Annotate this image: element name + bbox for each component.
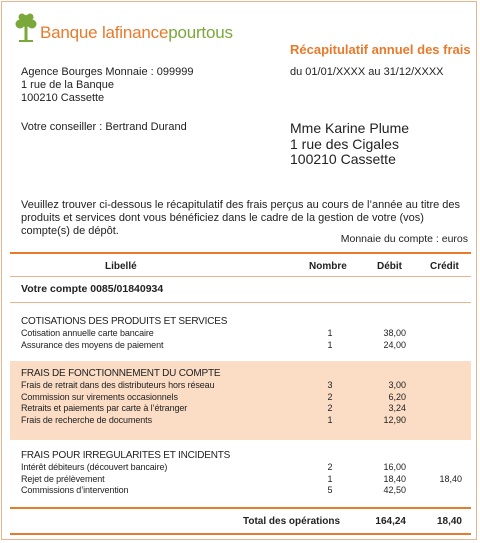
fee-count: 1 xyxy=(327,414,333,425)
fee-row xyxy=(0,403,480,415)
bank-logo xyxy=(14,12,233,44)
agency-address xyxy=(21,66,193,105)
total-label: Total des opérations xyxy=(243,516,341,527)
fee-label: Frais de retrait dans des distributeurs hors réseau xyxy=(21,380,215,390)
fee-count: 1 xyxy=(327,328,333,338)
fee-count: 3 xyxy=(327,380,333,390)
fee-count: 2 xyxy=(327,462,333,472)
fee-label: Commissions d’intervention xyxy=(21,485,129,495)
account-currency: Monnaie du compte : euros xyxy=(340,233,468,245)
client-name: Mme Karine Plume xyxy=(290,120,410,136)
fee-label: Retraits et paiements par carte à l’étranger xyxy=(21,403,188,413)
fee-debit: 3,00 xyxy=(388,380,406,390)
statement-period: du 01/01/XXXX au 31/12/XXXX xyxy=(290,66,444,78)
fee-count: 2 xyxy=(327,403,333,413)
column-header-credit: Crédit xyxy=(430,261,459,272)
table-top-rule xyxy=(10,252,471,254)
fee-debit: 3,24 xyxy=(388,403,406,413)
tree-icon xyxy=(14,12,38,44)
fee-label: Commission sur virements occasionnels xyxy=(21,391,178,402)
total-top-rule xyxy=(10,507,471,509)
bank-wordmark xyxy=(40,24,233,41)
fee-debit: 16,00 xyxy=(383,462,406,472)
total-bottom-rule xyxy=(10,533,471,535)
section-title: COTISATIONS DES PRODUITS ET SERVICES xyxy=(21,316,228,327)
fee-label: Frais de recherche de documents xyxy=(21,414,152,425)
fee-row xyxy=(0,340,480,352)
fee-row xyxy=(0,462,480,474)
fee-row xyxy=(0,392,480,404)
client-address xyxy=(290,121,409,168)
fee-label: Intérêt débiteurs (découvert bancaire) xyxy=(21,462,168,472)
client-street: 1 rue des Cigales xyxy=(290,135,399,152)
fee-row xyxy=(0,415,480,427)
brand-part-2: pourtous xyxy=(168,23,233,42)
fee-label: Rejet de prélèvement xyxy=(21,473,105,484)
total-debit: 164,24 xyxy=(375,516,406,527)
fee-row xyxy=(0,474,480,486)
fee-debit: 12,90 xyxy=(383,414,406,425)
fee-row xyxy=(0,485,480,497)
brand-part-1: lafinance xyxy=(101,23,169,42)
client-city: 100210 Cassette xyxy=(290,151,396,167)
fee-debit: 42,50 xyxy=(383,485,406,495)
section-title: FRAIS POUR IRREGULARITES ET INCIDENTS xyxy=(21,450,231,461)
fee-row xyxy=(0,328,480,340)
header-divider xyxy=(10,276,471,277)
column-header-debit: Débit xyxy=(377,261,402,272)
fee-debit: 6,20 xyxy=(388,391,406,402)
fee-debit: 24,00 xyxy=(383,339,406,350)
agency-name: Agence Bourges Monnaie : 099999 xyxy=(21,66,194,78)
agency-street: 1 rue de la Banque xyxy=(21,79,114,91)
advisor-line: Votre conseiller : Bertrand Durand xyxy=(21,121,187,133)
column-header-label: Libellé xyxy=(105,261,137,272)
intro-paragraph: Veuillez trouver ci-dessous le récapitulatif des frais perçus au cours de l’année au titre des produits et services dont vous bénéficiez dans le cadre de la gestion de votre (vos) compte(s) de dépôt. xyxy=(21,199,461,237)
document-title: Récapitulatif annuel des frais xyxy=(290,42,471,57)
fee-label: Assurance des moyens de paiement xyxy=(21,339,164,350)
account-number: Votre compte 0085/01840934 xyxy=(21,283,164,295)
fee-debit: 18,40 xyxy=(383,473,406,484)
fee-credit: 18,40 xyxy=(439,473,462,484)
fee-label: Cotisation annuelle carte bancaire xyxy=(21,328,154,338)
column-header-number: Nombre xyxy=(309,261,347,272)
fee-count: 1 xyxy=(327,339,333,350)
account-divider xyxy=(10,302,471,303)
agency-city: 100210 Cassette xyxy=(21,92,105,104)
fee-count: 1 xyxy=(327,473,333,484)
bank-name: Banque xyxy=(40,23,98,42)
fee-debit: 38,00 xyxy=(383,328,406,338)
section-title: FRAIS DE FONCTIONNEMENT DU COMPTE xyxy=(21,368,221,379)
fee-count: 2 xyxy=(327,391,333,402)
fee-count: 5 xyxy=(327,485,333,495)
fee-row xyxy=(0,380,480,392)
total-credit: 18,40 xyxy=(436,516,462,527)
